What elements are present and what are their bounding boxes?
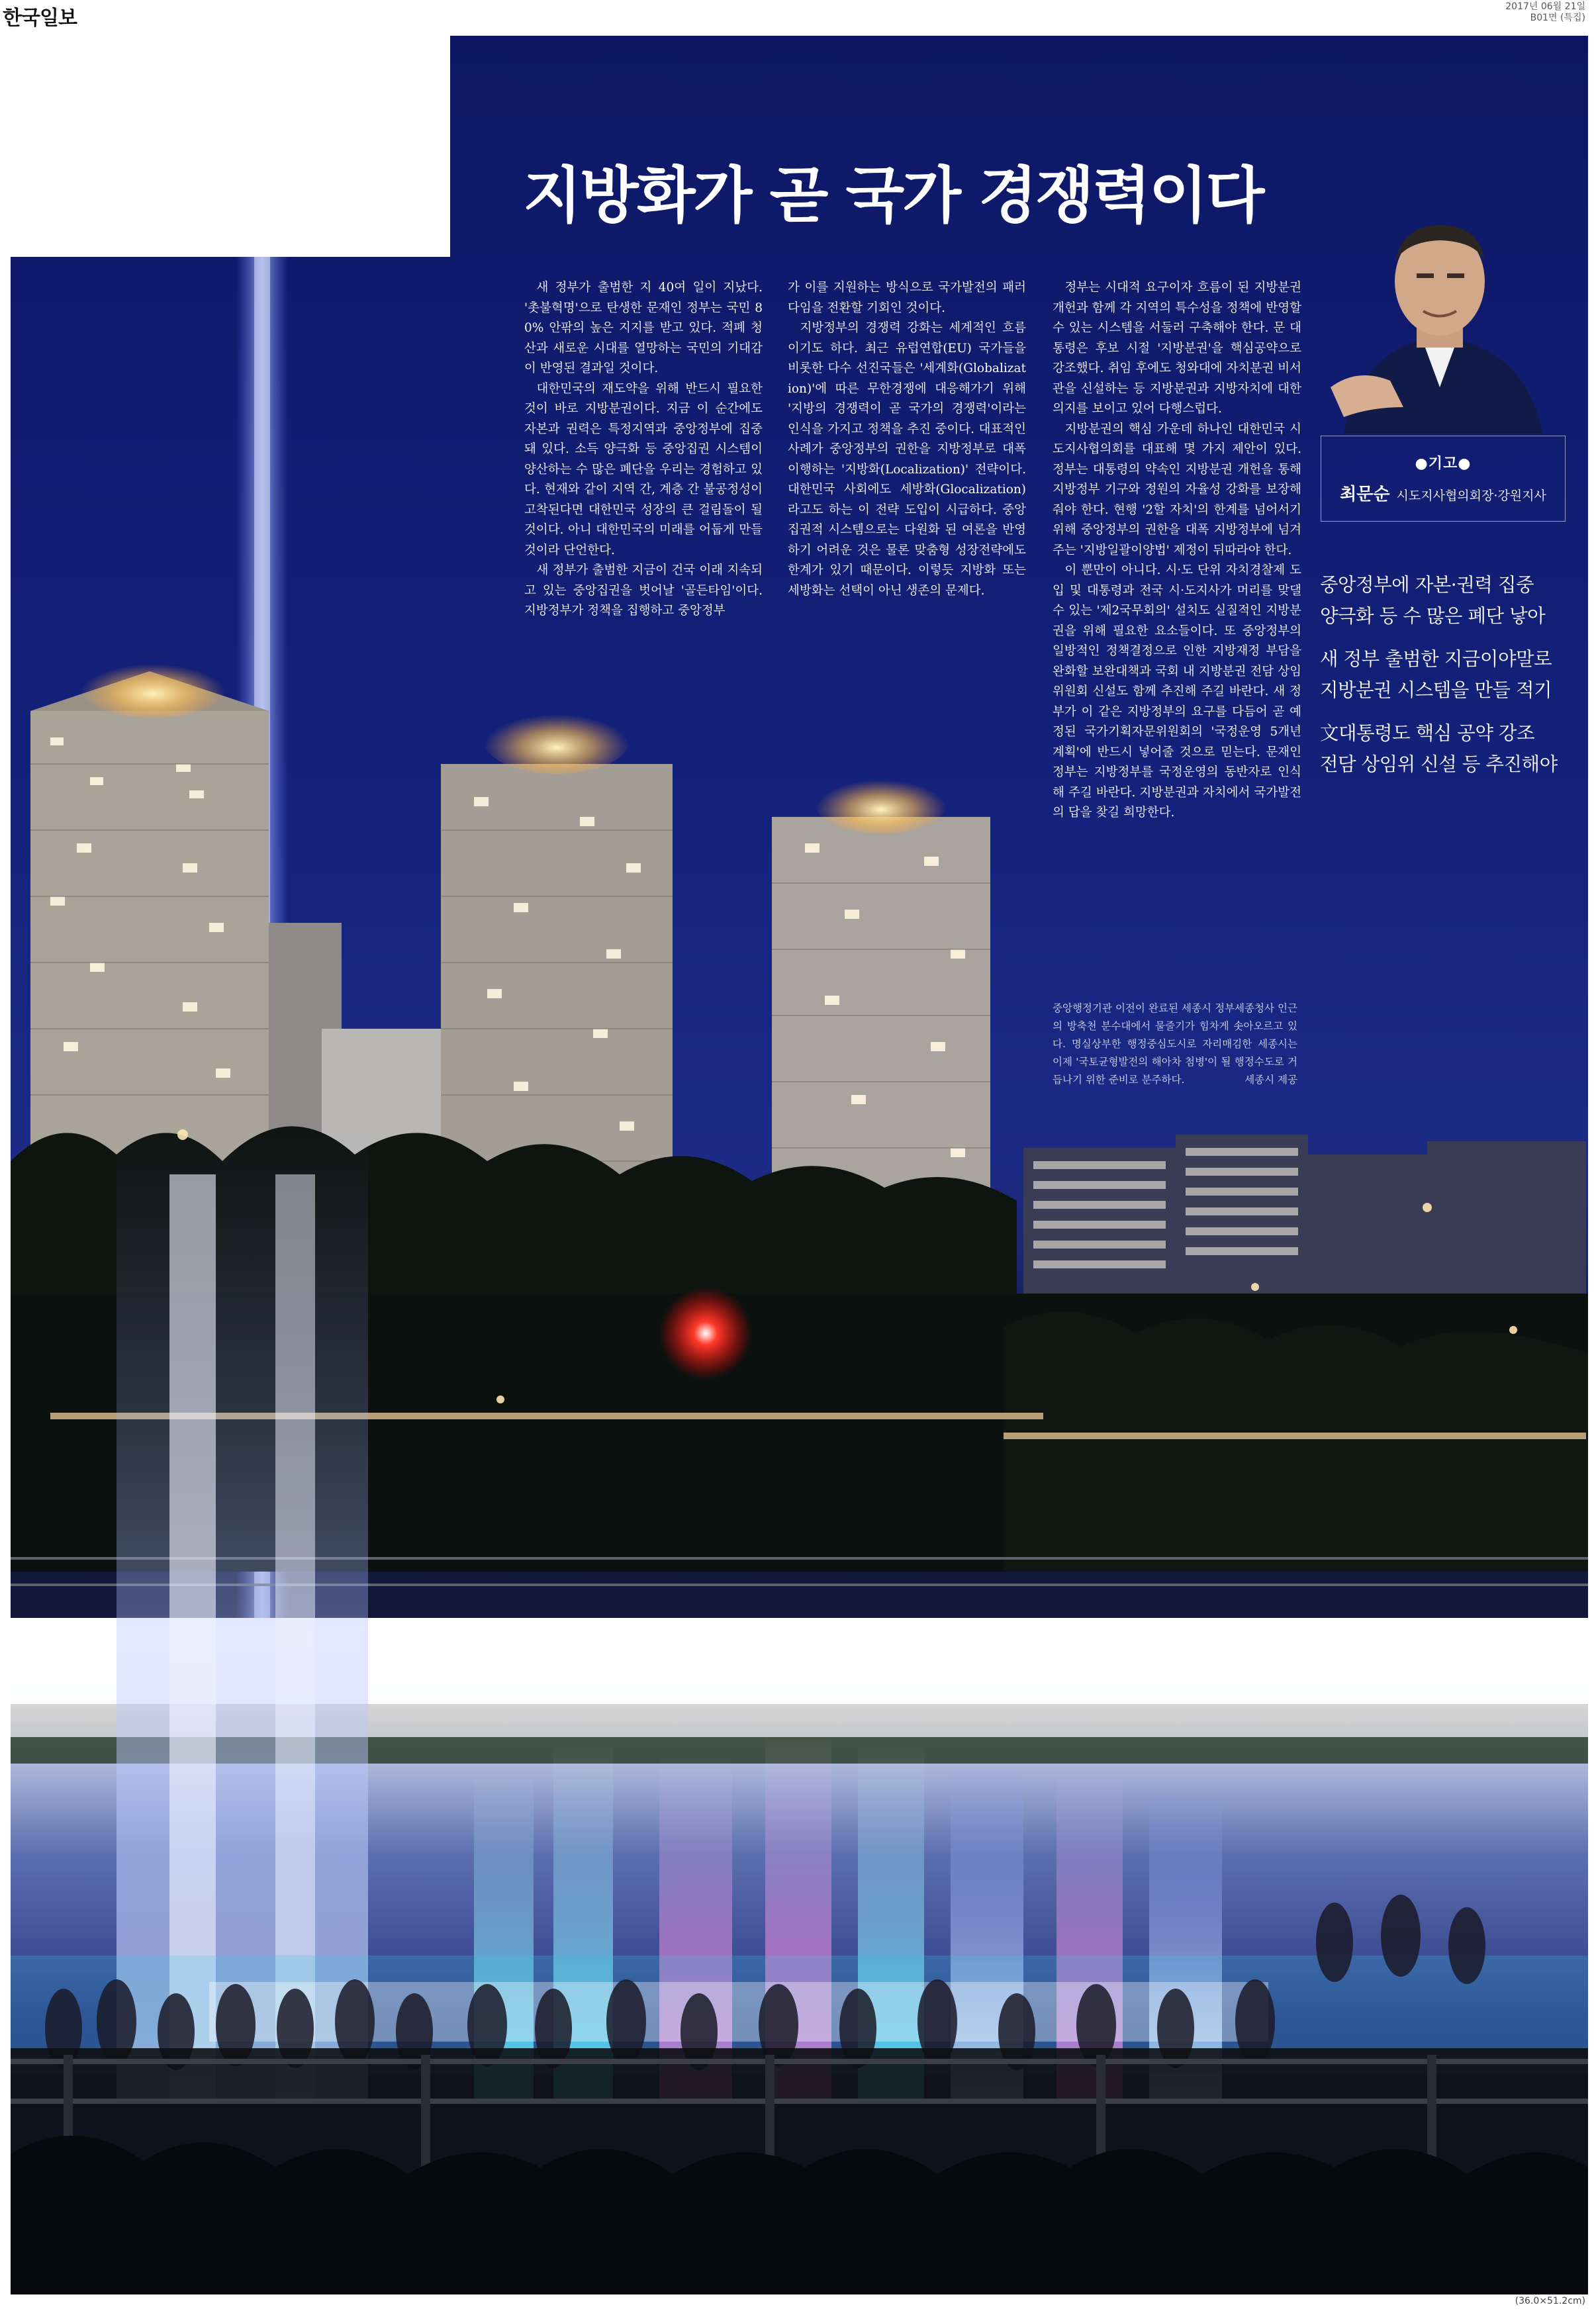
- author-name: 최문순: [1340, 485, 1390, 504]
- author-title: 시도지사협의회장·강원지사: [1396, 489, 1546, 503]
- paragraph: 이 뿐만이 아니다. 시·도 단위 자치경찰제 도입 및 대통령과 전국 시·도지사가 머리를 맞댈 수 있는 '제2국무회의' 설치도 실질적인 지방분권을 위해 필요한 요소들이다. 또 중앙정부의 일방적인 정책결정으로 인한 지방재정 부담을 완화할 보완대책과 국회 내 지방분권 전담 상임위원회 신설도 함께 추진해 주길 바란다. 새 정부가 이 같은 지방정부의 요구를 다듬어 곧 예정된 국가기획자문위원회의 '국정운영 5개년 계획'에 반드시 넣어줄 것으로 믿는다. 문재인 정부는 지방정부를 국정운영의 동반자로 인식해 주길 바란다. 지방분권과 자치에서 국가발전의 답을 찾길 희망한다.: [1053, 563, 1301, 820]
- article-column-1: [524, 278, 763, 622]
- summary-line: 文대통령도 핵심 공약 강조: [1320, 722, 1534, 744]
- summary-group: [1320, 643, 1585, 706]
- paragraph: 새 정부가 출범한 지금이 건국 이래 지속되고 있는 중앙집권을 벗어날 '골든타임'이다. 지방정부가 정책을 집행하고 중앙정부: [524, 563, 763, 618]
- photo-credit: 세종시 제공: [1244, 1074, 1297, 1086]
- contribution-tag: ●기고●: [1415, 455, 1472, 472]
- article-column-2: [788, 278, 1026, 601]
- author-portrait-image: [1317, 189, 1562, 434]
- summary-subheads: [1320, 569, 1585, 792]
- article-headline: 지방화가 곧 국가 경쟁력이다: [523, 160, 1263, 231]
- photo-caption: [1053, 1000, 1297, 1089]
- publication-info: [1505, 1, 1585, 24]
- publication-page: B01면 (특집): [1530, 13, 1585, 23]
- contributor-byline: [1321, 436, 1566, 522]
- paragraph: 지방정부의 경쟁력 강화는 세계적인 흐름이기도 하다. 최근 유럽연합(EU) 국가들을 비롯한 다수 선진국들은 '세계화(Globalization)'에 따른 무한경쟁에 대응해가기 위해 '지방의 경쟁력이 곧 국가의 경쟁력'이라는 인식을 가지고 정책을 추진 중이다. 대표적인 사례가 중앙정부의 권한을 지방정부로 대폭 이행하는 '지방화(Localization)' 전략이다. 대한민국 사회에도 세방화(Glocalization)라고도 하는 이 전략 도입이 시급하다. 중앙집권적 시스템으로는 다원화 된 여론을 반영하기 어려운 것은 물론 맞춤형 성장전략에도 한계가 있기 때문이다. 이렇듯 지방화 또는 세방화는 선택이 아닌 생존의 문제다.: [788, 321, 1026, 598]
- summary-line: 전담 상임위 신설 등 추진해야: [1320, 753, 1558, 775]
- paragraph: 새 정부가 출범한 지 40여 일이 지났다. '촛불혁명'으로 탄생한 문재인 정부는 국민 80% 안팎의 높은 지지를 받고 있다. 적폐 청산과 새로운 시대를 열망하는 국민의 기대감이 반영된 결과일 것이다.: [524, 281, 763, 375]
- caption-text: 중앙행정기관 이전이 완료된 세종시 정부세종청사 인근의 방축천 분수대에서 물줄기가 힘차게 솟아오르고 있다. 명실상부한 행정중심도시로 자리매김한 세종시는 이제 '국토균형발전의 해아차 첨병'이 될 행정수도로 거듭나기 위한 준비로 분주하다.: [1053, 1002, 1297, 1086]
- summary-group: [1320, 569, 1585, 632]
- page-size-info: (36.0×51.2cm): [1515, 2296, 1585, 2306]
- article-column-3: [1053, 278, 1301, 824]
- publication-date: 2017년 06월 21일: [1505, 1, 1585, 12]
- paragraph: 대한민국의 재도약을 위해 반드시 필요한 것이 바로 지방분권이다. 지금 이 순간에도 자본과 권력은 특정지역과 중앙정부에 집중돼 있다. 소득 양극화 등 중앙집권 시스템이 양산하는 수 많은 폐단을 우리는 경험하고 있다. 현재와 같이 지역 간, 계층 간 불공정성이 고착된다면 대한민국 성장의 큰 걸림돌이 될 것이다. 아니 대한민국의 미래를 어둡게 만들 것이라 단언한다.: [524, 381, 763, 557]
- summary-line: 양극화 등 수 많은 폐단 낳아: [1320, 605, 1546, 627]
- summary-line: 새 정부 출범한 지금이야말로: [1320, 648, 1552, 670]
- summary-group: [1320, 718, 1585, 780]
- newspaper-logo: 한국일보: [3, 7, 77, 30]
- summary-line: 중앙정부에 자본·권력 집중: [1320, 574, 1534, 596]
- summary-line: 지방분권 시스템을 만들 적기: [1320, 679, 1552, 701]
- paragraph: 지방분권의 핵심 가운데 하나인 대한민국 시도지사협의회를 대표해 몇 가지 제안이 있다. 정부는 대통령의 약속인 지방분권 개헌을 통해 지방정부 기구와 정원의 자율성 강화를 보장해 줘야 한다. 현행 '2할 자치'의 한계를 넘어서기 위해 중앙정부의 권한을 대폭 지방정부에 넘겨주는 '지방일괄이양법' 제정이 뒤따라야 한다.: [1053, 422, 1301, 557]
- photo-white-cutout: [0, 36, 450, 257]
- paragraph: 정부는 시대적 요구이자 흐름이 된 지방분권 개헌과 함께 각 지역의 특수성을 정책에 반영할 수 있는 시스템을 서둘러 구축해야 한다. 문 대통령은 후보 시절 '지방분권'을 핵심공약으로 강조했다. 취임 후에도 청와대에 자치분권 비서관을 신설하는 등 지방분권과 지방자치에 대한 의지를 보이고 있어 다행스럽다.: [1053, 281, 1301, 416]
- author-portrait: [1317, 189, 1562, 434]
- paragraph: 가 이를 지원하는 방식으로 국가발전의 패러다임을 전환할 기회인 것이다.: [788, 281, 1026, 315]
